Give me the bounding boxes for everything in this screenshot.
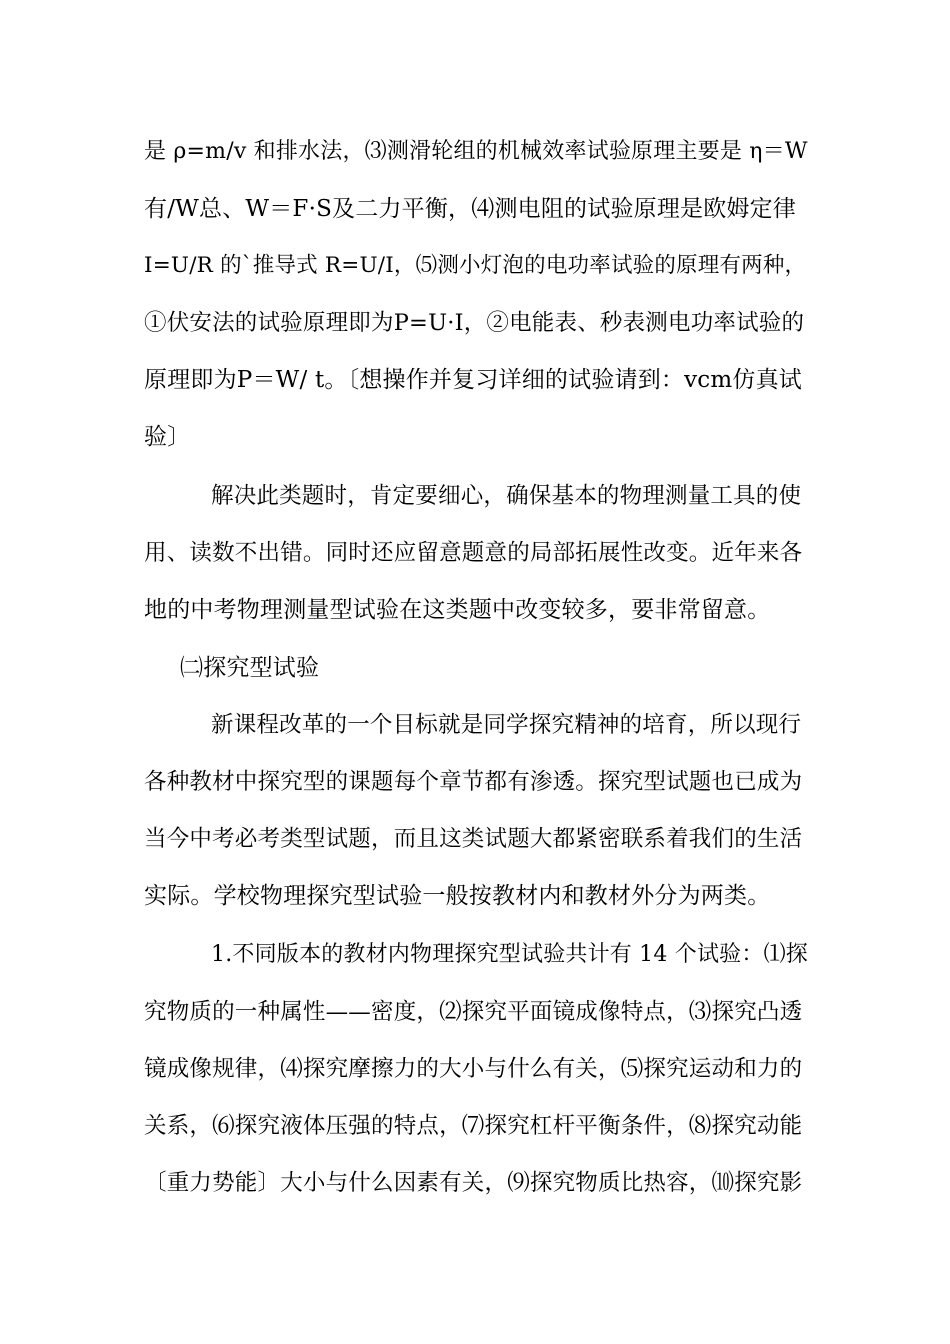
text-line: 有/W总、W＝F·S及二力平衡，⑷测电阻的试验原理是欧姆定律 (144, 196, 797, 222)
text-line: 验〕 (144, 424, 191, 450)
text-line: ①伏安法的试验原理即为P=U·I，②电能表、秒表测电功率试验的 (144, 310, 805, 336)
text-line: 各种教材中探究型的课题每个章节都有渗透。探究型试题也已成为 (144, 769, 803, 795)
text-line: 关系，⑹探究液体压强的特点，⑺探究杠杆平衡条件，⑻探究动能 (144, 1113, 803, 1139)
text-line: 实际。学校物理探究型试验一般按教材内和教材外分为两类。 (144, 883, 771, 909)
text-line: 究物质的一种属性——密度，⑵探究平面镜成像特点，⑶探究凸透 (144, 999, 803, 1025)
text-line: 1.不同版本的教材内物理探究型试验共计有 14 个试验：⑴探 (211, 942, 808, 967)
text-line: 是 ρ=m/v 和排水法，⑶测滑轮组的机械效率试验原理主要是 η＝W (144, 139, 808, 164)
heading-text: ㈡探究型试验 (180, 655, 320, 681)
text-line: 原理即为P＝W/ t。〔想操作并复习详细的试验请到：vcm仿真试 (144, 367, 803, 393)
text-line: 新课程改革的一个目标就是同学探究精神的培育，所以现行 (211, 712, 802, 738)
text-line: 解决此类题时，肯定要细心，确保基本的物理测量工具的使 (211, 483, 802, 509)
text-line: 当今中考必考类型试题，而且这类试题大都紧密联系着我们的生活 (144, 826, 803, 852)
text-line: I=U/R 的`推导式 R=U/I，⑸测小灯泡的电功率试验的原理有两种， (144, 253, 807, 278)
text-line: 用、读数不出错。同时还应留意题意的局部拓展性改变。近年来各 (144, 540, 803, 566)
text-line: 镜成像规律，⑷探究摩擦力的大小与什么有关，⑸探究运动和力的 (144, 1056, 803, 1082)
text-line: 〔重力势能〕大小与什么因素有关，⑼探究物质比热容，⑽探究影 (144, 1170, 803, 1196)
text-line: 地的中考物理测量型试验在这类题中改变较多，要非常留意。 (144, 597, 771, 623)
